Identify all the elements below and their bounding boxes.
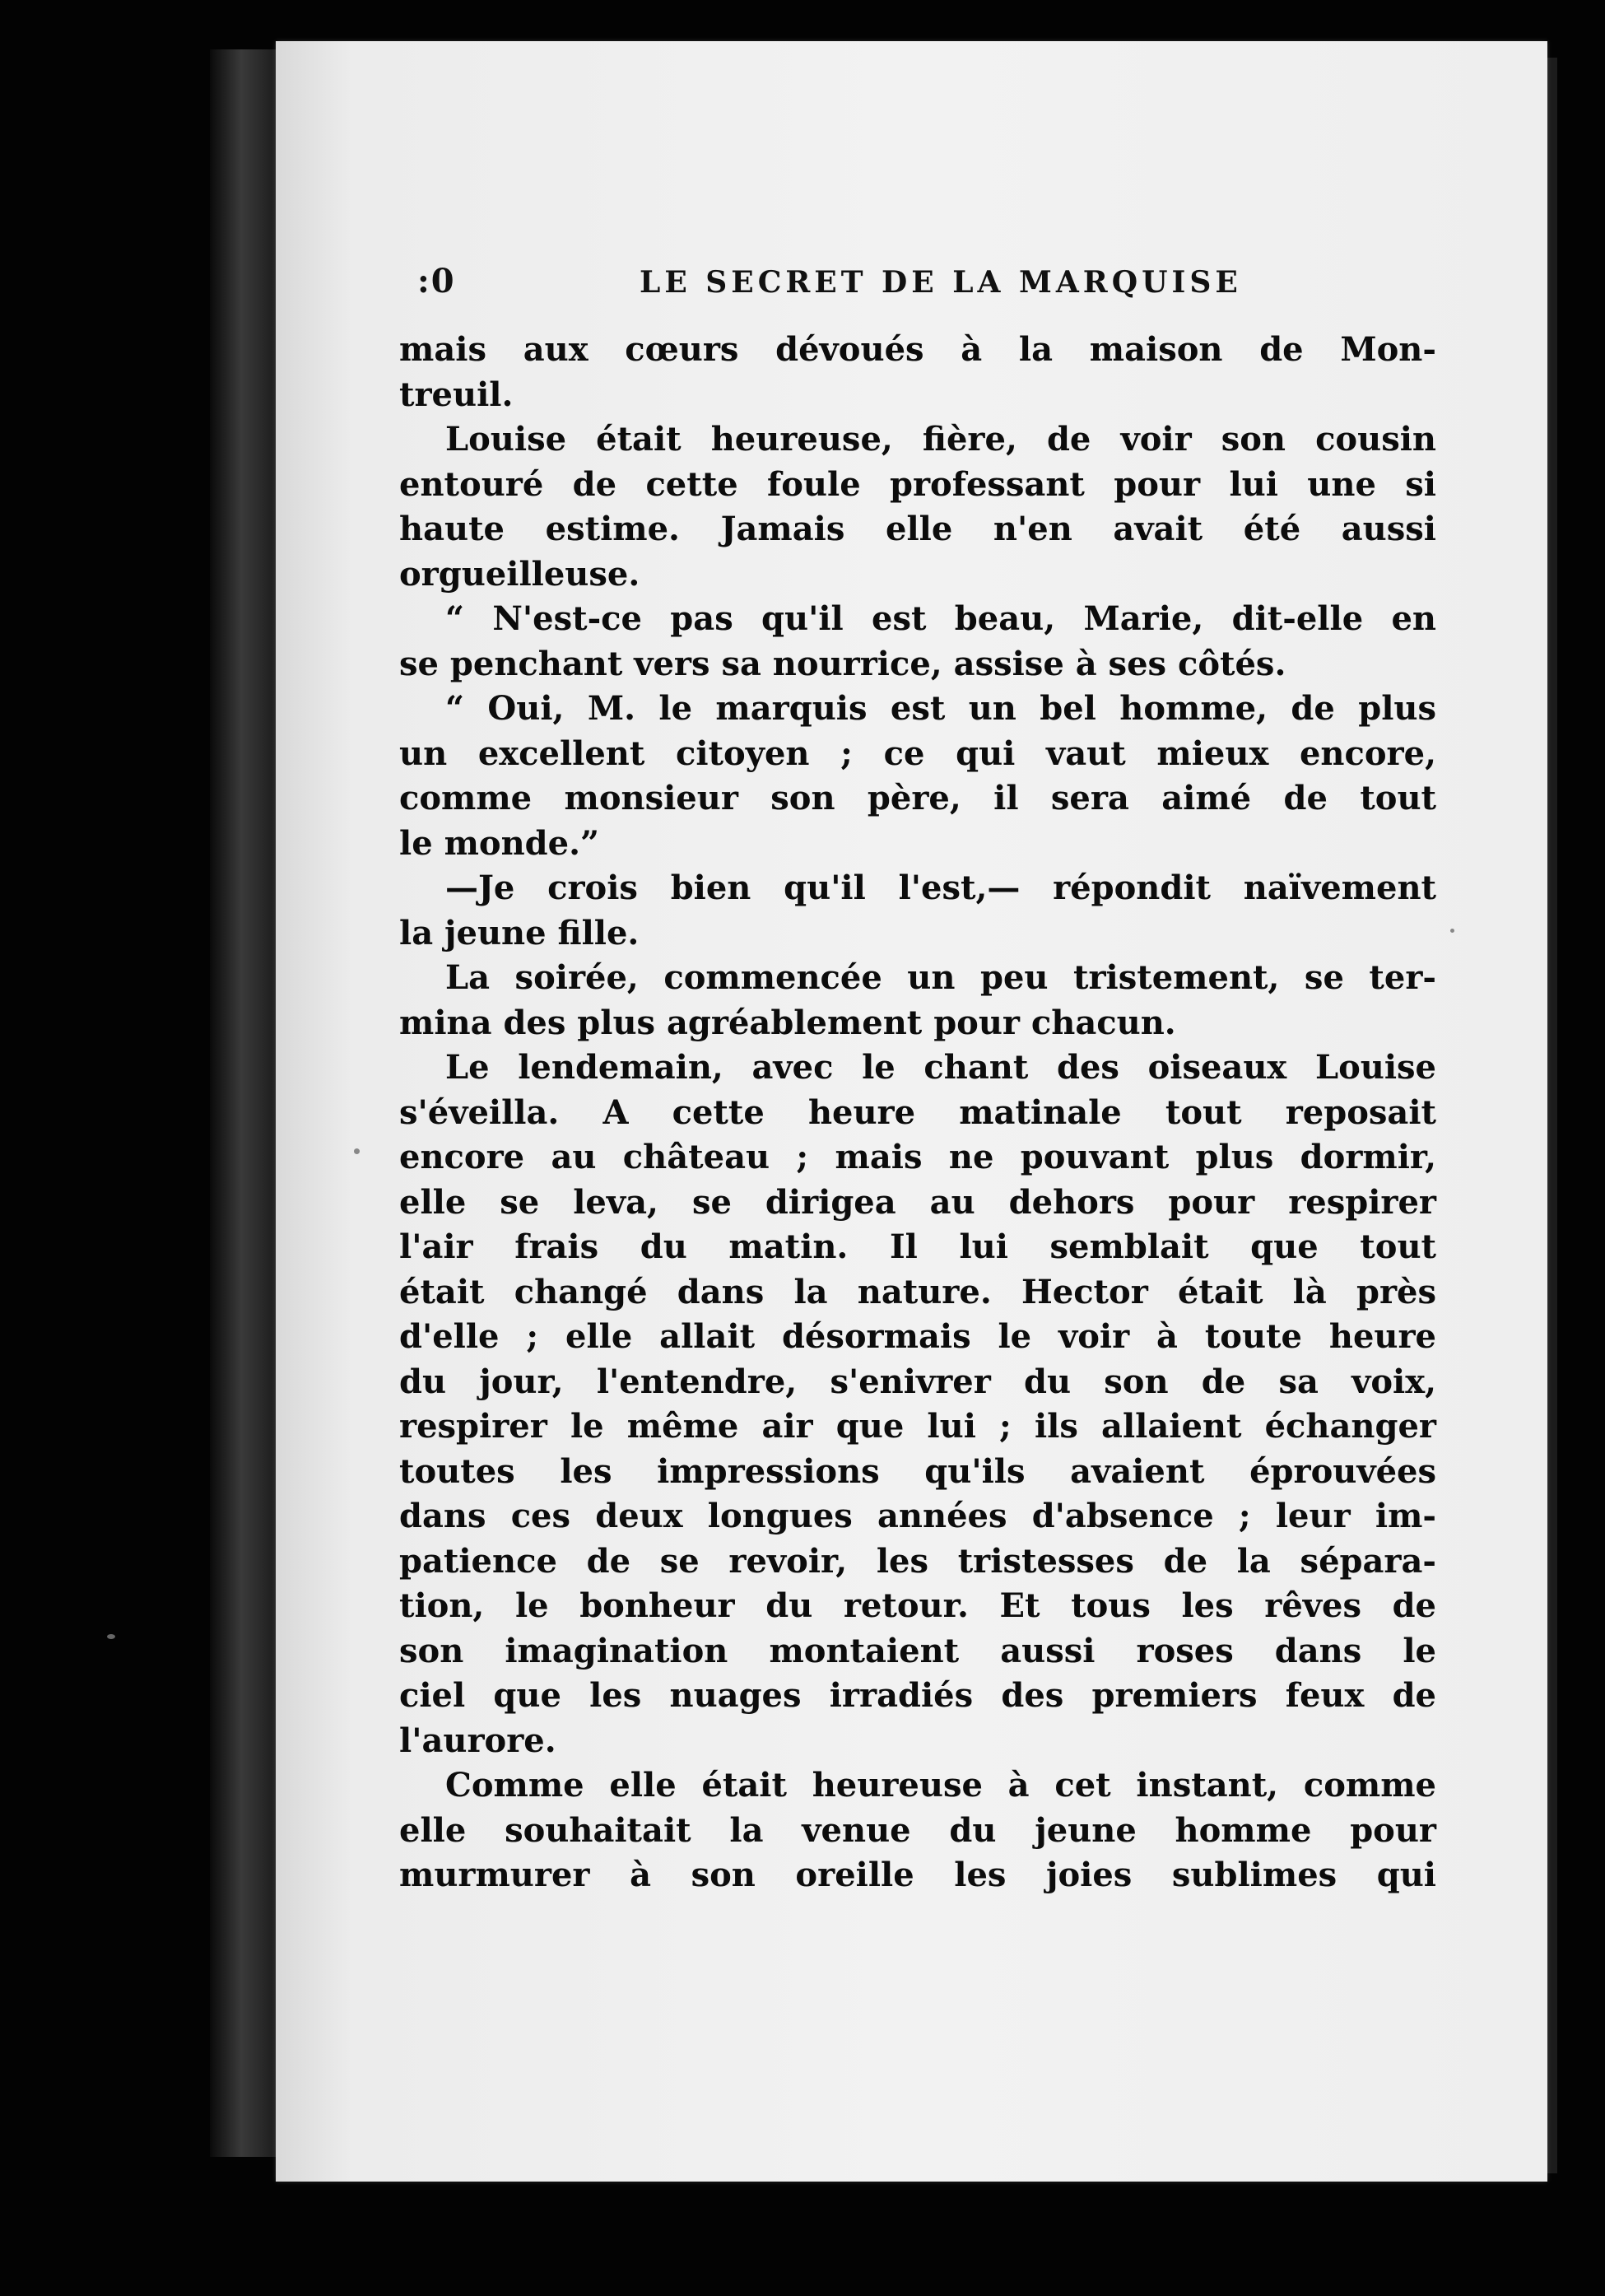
text-line: d'elle ; elle allait désormais le voir à toute heure <box>399 1317 1436 1356</box>
page-edge <box>1547 58 1557 2173</box>
text-line: le monde.” <box>399 823 600 863</box>
text-line: tion, le bonheur du retour. Et tous les rêves de <box>399 1586 1436 1625</box>
text-line: —Je crois bien qu'il l'est,— répondit naïvement <box>445 869 1436 907</box>
text-line: s'éveilla. A cette heure matinale tout reposait <box>399 1092 1436 1132</box>
text-line: la jeune fille. <box>399 913 640 952</box>
text-line: entouré de cette foule professant pour lui une si <box>399 464 1436 504</box>
text-line: dans ces deux longues années d'absence ; leur im- <box>399 1497 1436 1535</box>
text-line: haute estime. Jamais elle n'en avait été aussi <box>399 510 1436 548</box>
text-line: ciel que les nuages irradiés des premiers feux de <box>399 1676 1436 1715</box>
text-line: orgueilleuse. <box>399 554 640 594</box>
text-line: “ Oui, M. le marquis est un bel homme, de plus <box>445 689 1436 728</box>
text-line: toutes les impressions qu'ils avaient éprouvées <box>399 1451 1436 1491</box>
text-line: Comme elle était heureuse à cet instant, comme <box>445 1766 1436 1805</box>
page-header <box>417 262 1265 311</box>
text-line: La soirée, commencée un peu tristement, se ter- <box>445 958 1436 997</box>
page-number: :0 <box>417 262 456 300</box>
text-line: Louise était heureuse, fière, de voir son cousin <box>445 420 1436 459</box>
text-line: l'air frais du matin. Il lui semblait que tout <box>399 1227 1436 1266</box>
text-line: son imagination montaient aussi roses dans le <box>399 1631 1436 1670</box>
text-line: elle se leva, se dirigea au dehors pour respirer <box>399 1182 1436 1222</box>
text-line: l'aurore. <box>399 1721 556 1760</box>
text-line: mais aux cœurs dévoués à la maison de Mon- <box>399 330 1436 369</box>
body-text <box>399 328 1436 1898</box>
text-line: mina des plus agréablement pour chacun. <box>399 1003 1176 1042</box>
text-line: murmurer à son oreille les joies sublimes qui <box>399 1856 1436 1894</box>
text-line: “ N'est-ce pas qu'il est beau, Marie, dit-elle en <box>445 599 1436 638</box>
text-line: respirer le même air que lui ; ils allaient échanger <box>399 1407 1436 1446</box>
text-line: Le lendemain, avec le chant des oiseaux Louise <box>445 1048 1436 1087</box>
text-line: elle souhaitait la venue du jeune homme pour <box>399 1810 1436 1850</box>
text-line: treuil. <box>399 375 514 414</box>
text-line: encore au château ; mais ne pouvant plus dormir, <box>399 1138 1436 1176</box>
scan-speck <box>107 1634 115 1639</box>
text-line: se penchant vers sa nourrice, assise à ses côtés. <box>399 644 1286 683</box>
text-line: du jour, l'entendre, s'enivrer du son de sa voix, <box>399 1362 1436 1401</box>
text-line: était changé dans la nature. Hector était là près <box>399 1272 1436 1311</box>
book-spine-shadow <box>210 49 280 2157</box>
text-line: un excellent citoyen ; ce qui vaut mieux encore, <box>399 734 1436 773</box>
scan-speck <box>1450 929 1454 933</box>
running-title: LE SECRET DE LA MARQUISE <box>640 265 1242 300</box>
text-line: patience de se revoir, les tristesses de la sépara- <box>399 1541 1436 1581</box>
scan-speck <box>354 1148 360 1154</box>
text-line: comme monsieur son père, il sera aimé de tout <box>399 779 1436 817</box>
